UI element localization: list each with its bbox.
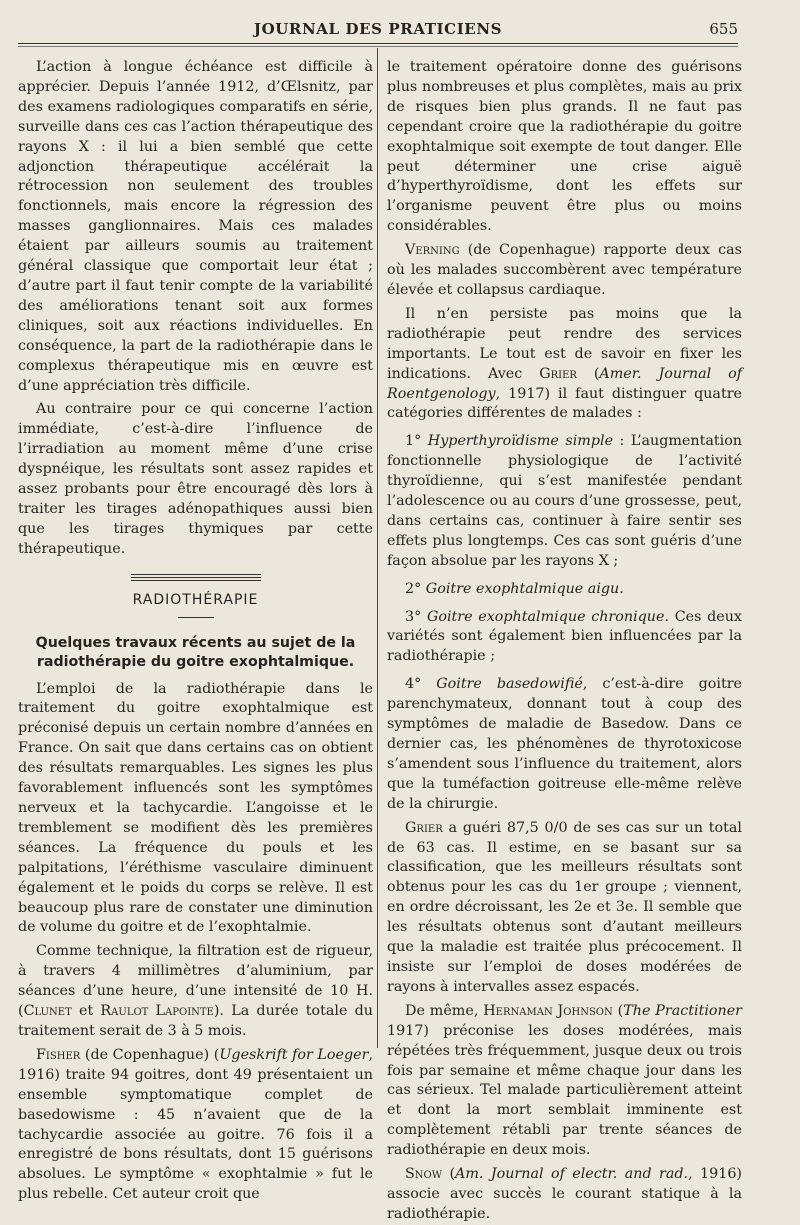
author-name: Grier <box>539 365 577 382</box>
section-heading: RADIOTHÉRAPIE <box>132 591 259 608</box>
paragraph-indications: Il n’en persiste pas moins que la radiothérapie peut rendre des services importants. Le tout est de savoir en fixer les indications. Avec Grier (Amer. Journal of Roentgenology, 1917) il faut distinguer quatre catégories différentes de malades : <box>387 305 742 422</box>
section-ornament <box>131 574 261 581</box>
journal-reference: Am. Journal of electr. and rad. <box>455 1166 689 1183</box>
journal-reference: Amer. Journal of Roentgenology <box>387 365 742 402</box>
category-title: Goitre exophtalmique aigu. <box>425 580 624 597</box>
right-column <box>387 58 742 1225</box>
paragraph-long-term-action: L’action à longue échéance est difficile à apprécier. Depuis l’année 1912, d’Œlsnitz, par des examens radiologiques comparatifs en série, surveille dans ces cas l’action thérapeutique des rayons X : il lui a bien semblé que cette adjonction thérapeutique accélérait la rétrocession non seulement des troubles fonctionnels, mais encore la régression des masses ganglionnaires. Mais ces malades étaient par ailleurs soumis au traitement général classique que comportait leur état ; d’autre part il faut tenir compte de la variabilité des améliorations tenant soit aux formes cliniques, soit aux réactions individuelles. En conséquence, la part de la radiothérapie dans le complexus thérapeutique mis en œuvre est d’une appréciation très difficile. <box>18 59 373 394</box>
category-title: Goitre exophtalmique chronique. <box>426 608 670 625</box>
page-number: 655 <box>709 20 738 38</box>
journal-reference: Ugeskrift for Loeger <box>219 1046 369 1063</box>
paragraph-johnson: De même, Hernaman Johnson (The Practitioner 1917) préconise les doses modérées, mais répétées très fréquemment, jusque deux ou trois fois par semaine et même chaque jour dans les cas sérieux. Tel malade particulièrement atteint et dont la mort semblait imminente est complètement rétabli par trente séances de radiothérapie en deux mois. <box>387 1002 742 1159</box>
left-column <box>18 58 373 1205</box>
page-header <box>18 14 738 44</box>
author-name: Clunet <box>23 1003 72 1020</box>
journal-reference: The Practitioner <box>623 1002 742 1019</box>
paragraph-fisher: Fisher (de Copenhague) (Ugeskrift for Loeger, 1916) traite 94 goitres, dont 49 présentaient un ensemble symptomatique complet de basedowisme : 45 n’avaient que de la tachycardie associée au goitre. 76 fois il a enregistré de bons résultats, dont 15 guérisons absolues. Le symptôme « exophtalmie » fut le plus rebelle. Cet auteur croit que <box>18 1046 373 1203</box>
category-title: Goitre basedowifié <box>436 676 583 693</box>
author-name: Grier <box>405 819 443 836</box>
journal-title: JOURNAL DES PRATICIENS <box>253 20 503 38</box>
category-2: 2° Goitre exophtalmique aigu. <box>405 580 624 597</box>
paragraph-immediate-action: Au contraire pour ce qui concerne l’action immédiate, c’est-à-dire l’influence de l’irradiation au moment même d’une crise dyspnéique, les résultats sont assez rapides et assez probants pour être encouragé dès lors à traiter les tirages adénopathiques aussi bien que les tirages thymiques par cette thérapeutique. <box>18 401 373 557</box>
column-divider <box>377 48 378 1048</box>
author-name: Hernaman Johnson <box>483 1002 613 1019</box>
heading-rule <box>178 617 214 618</box>
category-4: 4° Goitre basedowifié, c’est-à-dire goitre parenchymateux, donnant tout à coup des symptômes de maladie de Basedow. Dans ce dernier cas, les phénomènes de thyrotoxicose s’amendent sous l’influence du traitement, alors que la tuméfaction goitreuse elle-même relève de la chirurgie. <box>387 676 742 812</box>
paragraph-grier-results: Grier a guéri 87,5 0/0 de ses cas sur un total de 63 cas. Il estime, en se basant sur sa classification, que les meilleurs résultats sont obtenus pour les cas du 1er groupe ; viennent, en ordre décroissant, les 2e et 3e. Il semble que les résultats obtenus sont d’autant meilleurs que la maladie est traitée plus précocement. Il insiste sur l’emploi de doses modérées de rayons à intervalles assez espacés. <box>387 819 742 995</box>
paragraph-introduction: L’emploi de la radiothérapie dans le traitement du goitre exophtalmique est préconisé depuis un certain nombre d’années en France. On sait que dans certains cas on obtient des résultats remarquables. Les signes les plus favorablement influencés sont les symptômes nerveux et la tachycardie. L’angoisse et le tremblement se modifient dès les premières séances. La fréquence du pouls et les palpitations, l’éréthisme vasculaire diminuent également et le poids du corps se relève. Il est beaucoup plus rare de constater une diminution de volume du goitre et de l’exophtalmie. <box>18 680 373 936</box>
category-3: 3° Goitre exophtalmique chronique. Ces deux variétés sont également bien influencées par la radiothérapie ; <box>387 608 742 665</box>
header-rule-secondary <box>18 46 738 47</box>
paragraph-technique: Comme technique, la filtration est de rigueur, à travers 4 millimètres d’aluminium, par séances d’une heure, d’une intensité de 10 H. (Clunet et Raulot Lapointe). La durée totale du traitement serait de 3 à 5 mois. <box>18 943 373 1039</box>
paragraph-continuation: le traitement opératoire donne des guérisons plus nombreuses et plus complètes, mais au prix de risques bien plus grands. Il ne faut pas cependant croire que la radiothérapie du goitre exophtalmique soit exempte de tout danger. Elle peut déterminer une crise aiguë d’hyperthyroïdisme, dont les effets sur l’organisme peuvent être plus ou moins considérables. <box>387 59 742 235</box>
article-title: Quelques travaux récents au sujet de la radiothérapie du goitre exophtalmique. <box>35 634 356 670</box>
author-name: Fisher <box>36 1046 81 1063</box>
header-rule <box>18 43 738 44</box>
paragraph-verning: Verning (de Copenhague) rapporte deux cas où les malades succombèrent avec température élevée et collapsus cardiaque. <box>387 242 742 298</box>
author-name: Snow <box>405 1166 443 1183</box>
author-name: Raulot Lapointe <box>100 1003 214 1020</box>
category-1: 1° Hyperthyroïdisme simple : L’augmentation fonctionnelle physiologique de l’activité thyroïdienne, qui s’est manifestée pendant l’adolescence ou au cours d’une grossesse, peut, dans certains cas, continuer à faire sentir ses effets plus longtemps. Ces cas sont guéris d’une façon absolue par les rayons X ; <box>387 433 743 569</box>
paragraph-snow: Snow (Am. Journal of electr. and rad., 1916) associe avec succès le courant statique à la radiothérapie. <box>387 1166 742 1222</box>
author-name: Verning <box>405 242 460 259</box>
category-title: Hyperthyroïdisme simple <box>427 433 614 450</box>
